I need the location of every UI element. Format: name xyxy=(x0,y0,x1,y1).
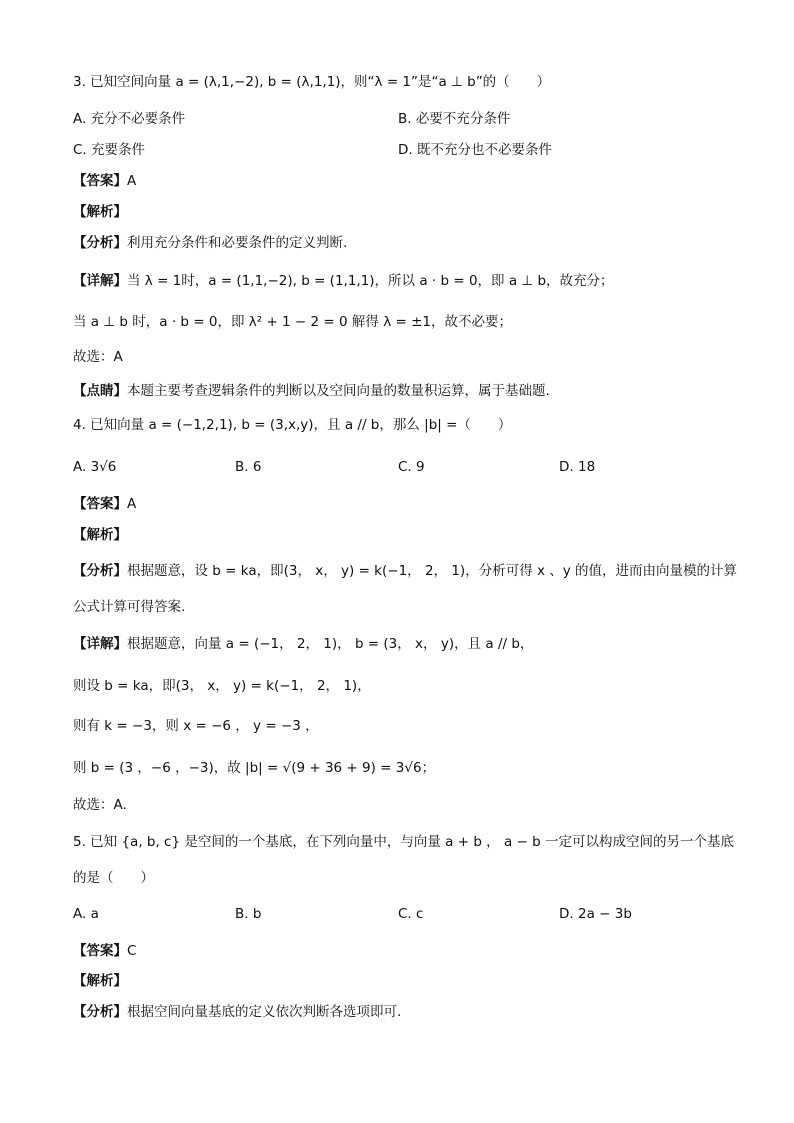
q3-fenxi: 【分析】利用充分条件和必要条件的定义判断. xyxy=(73,235,348,251)
q4-analysis-tag: 【解析】 xyxy=(73,527,127,543)
q4-stem: 4. 已知向量 a = (−1,2,1), b = (3,x,y)，且 a // b，那么 |b| =（ ） xyxy=(73,417,512,433)
q4-xiangjie-5: 故选：A. xyxy=(73,797,127,813)
q4-option-b: B. 6 xyxy=(235,459,262,475)
q3-option-b: B. 必要不充分条件 xyxy=(398,111,511,127)
answer-tag: 【答案】 xyxy=(73,173,127,189)
q5-analysis-tag: 【解析】 xyxy=(73,973,127,989)
q3-stem: 3. 已知空间向量 a = (λ,1,−2), b = (λ,1,1)，则“λ = 1”是“a ⊥ b”的（ ） xyxy=(73,74,551,90)
q5-stem-1: 5. 已知 {a, b, c} 是空间的一个基底，在下列向量中，与向量 a + b ， a − b 一定可以构成空间的另一个基底 xyxy=(73,834,734,850)
q4-option-c: C. 9 xyxy=(398,459,425,475)
q5-stem-2: 的是（ ） xyxy=(73,870,154,886)
q4-xiangjie-3: 则有 k = −3，则 x = −6 ， y = −3 ， xyxy=(73,718,319,734)
q3-xiangjie-2: 当 a ⊥ b 时，a · b = 0，即 λ² + 1 − 2 = 0 解得 λ = ±1，故不必要； xyxy=(73,314,512,330)
q4-xiangjie-4: 则 b = (3 ，−6 ，−3)，故 |b| = √(9 + 36 + 9) = 3√6； xyxy=(73,760,436,776)
q5-fenxi: 【分析】根据空间向量基底的定义依次判断各选项即可. xyxy=(73,1004,402,1020)
q4-xiangjie-2: 则设 b = ka，即(3， x， y) = k(−1， 2， 1)， xyxy=(73,678,371,694)
q5-option-a: A. a xyxy=(73,906,99,922)
q4-xiangjie-1: 【详解】根据题意，向量 a = (−1， 2， 1)， b = (3， x， y)，且 a // b， xyxy=(73,636,534,652)
q5-option-b: B. b xyxy=(235,906,262,922)
q3-xiangjie-1: 【详解】当 λ = 1时，a = (1,1,−2), b = (1,1,1)，所以 a · b = 0，即 a ⊥ b，故充分； xyxy=(73,273,614,289)
q4-option-d: D. 18 xyxy=(559,459,596,475)
q4-option-a: A. 3√6 xyxy=(73,459,117,475)
q5-answer-line: 【答案】C xyxy=(73,943,137,959)
q3-analysis-tag: 【解析】 xyxy=(73,204,127,220)
q3-answer-line xyxy=(73,171,136,191)
answer-value: A xyxy=(127,173,137,189)
q4-fenxi-2: 公式计算可得答案. xyxy=(73,599,186,615)
q4-answer-line: 【答案】A xyxy=(73,496,137,512)
q3-option-a: A. 充分不必要条件 xyxy=(73,111,186,127)
q5-option-d: D. 2a − 3b xyxy=(559,906,632,922)
q3-dianjing: 【点睛】本题主要考查逻辑条件的判断以及空间向量的数量积运算，属于基础题. xyxy=(73,383,550,399)
q3-option-c: C. 充要条件 xyxy=(73,142,146,158)
q4-fenxi-1: 【分析】根据题意，设 b = ka，即(3， x， y) = k(−1， 2， 1)，分析可得 x 、y 的值，进而由向量模的计算 xyxy=(73,563,738,579)
q5-option-c: C. c xyxy=(398,906,424,922)
q3-option-d: D. 既不充分也不必要条件 xyxy=(398,142,552,158)
q3-xiangjie-3: 故选：A xyxy=(73,349,123,365)
